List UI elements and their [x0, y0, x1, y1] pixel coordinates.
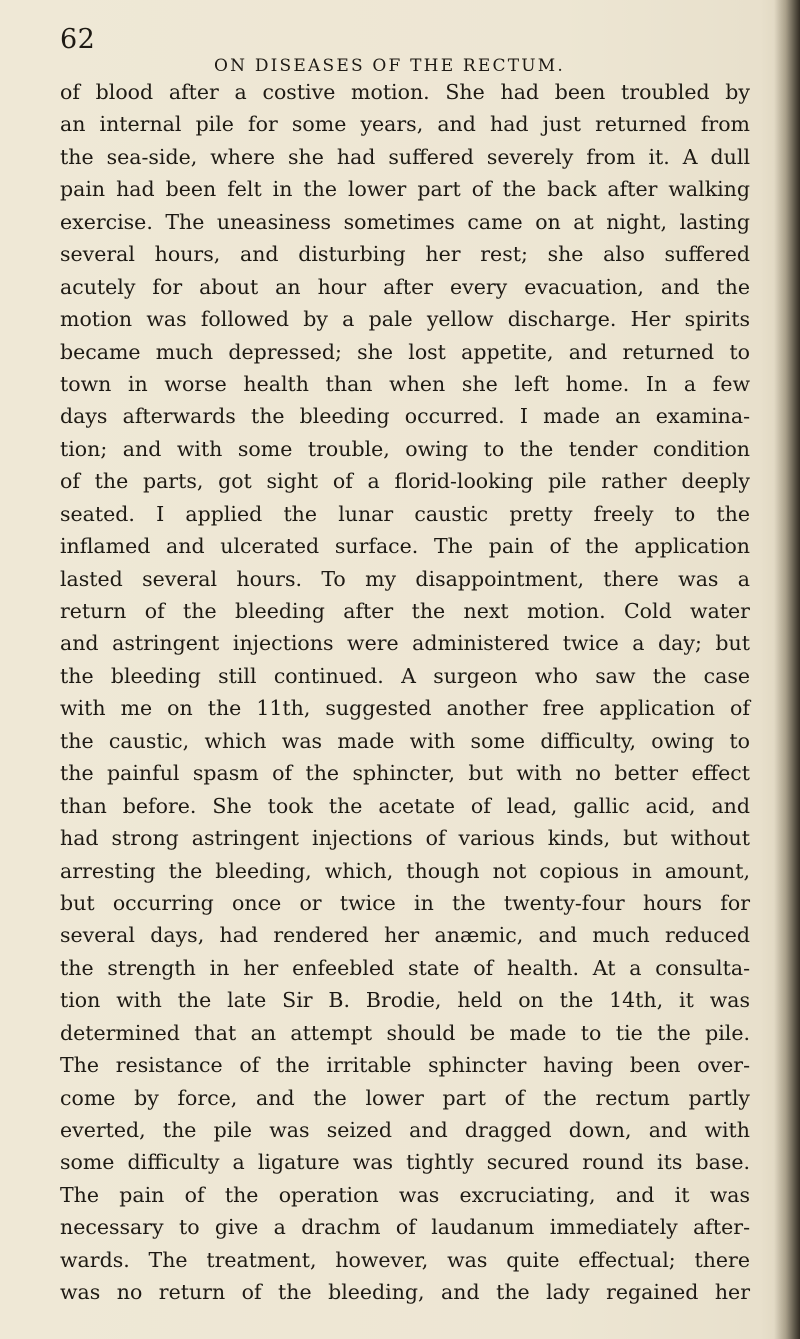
text-line: some difficulty a ligature was tightly secured round its base.	[60, 1150, 750, 1175]
text-line: motion was followed by a pale yellow discharge. Her spirits	[60, 307, 750, 332]
text-line: the caustic, which was made with some difficulty, owing to	[60, 728, 750, 753]
text-line: pain had been felt in the lower part of the back after walking	[60, 177, 750, 202]
text-line: everted, the pile was seized and dragged down, and with	[60, 1118, 750, 1142]
text-line: with me on the 11th, suggested another free application of	[60, 696, 750, 721]
text-line: days afterwards the bleeding occurred. I made an examina-	[60, 404, 750, 429]
text-line: acutely for about an hour after every evacuation, and the	[60, 274, 750, 299]
page-number: 62	[60, 24, 96, 55]
text-line: the sea-side, where she had suffered severely from it. A dull	[60, 144, 750, 169]
page-edge-shadow	[774, 0, 800, 1339]
text-line: the strength in her enfeebled state of health. At a consulta-	[60, 955, 750, 980]
text-line: of blood after a costive motion. She had been troubled by	[60, 80, 750, 104]
text-line: became much depressed; she lost appetite, and returned to	[60, 339, 750, 364]
running-head: ON DISEASES OF THE RECTUM.	[214, 56, 566, 76]
text-line: the painful spasm of the sphincter, but with no better effect	[60, 761, 750, 786]
text-line: tion; and with some trouble, owing to the tender condition	[60, 436, 750, 461]
text-line: arresting the bleeding, which, though not copious in amount,	[60, 858, 750, 883]
page-header	[60, 24, 760, 76]
text-line: wards. The treatment, however, was quite effectual; there	[60, 1247, 750, 1272]
text-line: and astringent injections were administered twice a day; but	[60, 631, 750, 656]
text-line: determined that an attempt should be made to tie the pile.	[60, 1020, 750, 1045]
text-line: necessary to give a drachm of laudanum immediately after-	[60, 1215, 750, 1240]
text-line: than before. She took the acetate of lead, gallic acid, and	[60, 793, 750, 818]
text-line: several hours, and disturbing her rest; she also suffered	[60, 242, 750, 267]
text-line: tion with the late Sir B. Brodie, held on the 14th, it was	[60, 988, 750, 1013]
text-line: an internal pile for some years, and had just returned from	[60, 112, 750, 137]
text-line: inflamed and ulcerated surface. The pain of the application	[60, 534, 750, 559]
text-line: was no return of the bleeding, and the lady regained her	[60, 1280, 750, 1305]
text-line: of the parts, got sight of a florid-looking pile rather deeply	[60, 469, 750, 494]
text-line: come by force, and the lower part of the rectum partly	[60, 1085, 750, 1110]
body-text	[60, 76, 750, 1309]
text-line: The resistance of the irritable sphincter having been over-	[60, 1053, 750, 1078]
text-line: return of the bleeding after the next motion. Cold water	[60, 599, 750, 623]
text-line: town in worse health than when she left home. In a few	[60, 371, 750, 396]
text-line: exercise. The uneasiness sometimes came on at night, lasting	[60, 209, 750, 234]
text-line: seated. I applied the lunar caustic pretty freely to the	[60, 501, 750, 526]
text-line: The pain of the operation was excruciating, and it was	[60, 1182, 750, 1207]
text-line: several days, had rendered her anæmic, and much reduced	[60, 923, 750, 948]
text-line: the bleeding still continued. A surgeon who saw the case	[60, 663, 750, 688]
text-line: had strong astringent injections of various kinds, but without	[60, 826, 750, 851]
text-line: but occurring once or twice in the twenty-four hours for	[60, 890, 750, 915]
text-line: lasted several hours. To my disappointment, there was a	[60, 566, 750, 591]
